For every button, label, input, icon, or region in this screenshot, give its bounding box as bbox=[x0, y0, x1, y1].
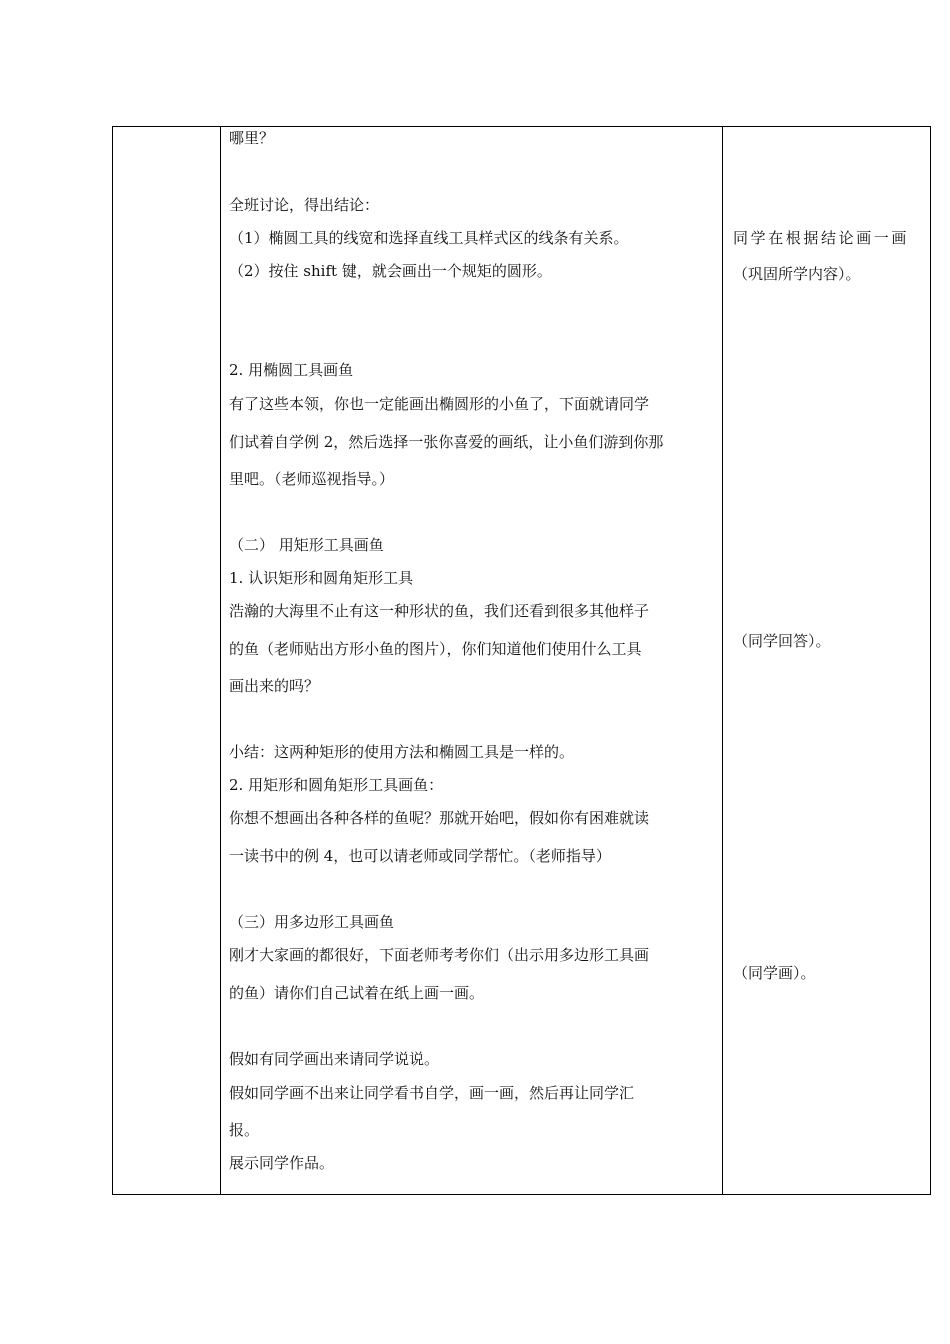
content-line: 全班讨论，得出结论： bbox=[229, 196, 380, 214]
content-line: （2）按住 shift 键，就会画出一个规矩的圆形。 bbox=[229, 262, 552, 280]
content-line: 2. 用椭圆工具画鱼 bbox=[229, 361, 354, 379]
content-line: 报。 bbox=[229, 1121, 260, 1139]
student-activity-line: （同学回答）。 bbox=[733, 632, 831, 650]
section-heading: （二） 用矩形工具画鱼 bbox=[229, 536, 384, 554]
content-line: 们试着自学例 2，然后选择一张你喜爱的画纸，让小鱼们游到你那 bbox=[229, 433, 664, 451]
content-line: 展示同学作品。 bbox=[229, 1154, 335, 1172]
content-line: 你想不想画出各种各样的鱼呢？那就开始吧，假如你有困难就读 bbox=[229, 809, 650, 827]
content-line: 里吧。（老师巡视指导。） bbox=[229, 470, 395, 488]
content-line: 一读书中的例 4，也可以请老师或同学帮忙。（老师指导） bbox=[229, 847, 611, 865]
content-line: 小结：这两种矩形的使用方法和椭圆工具是一样的。 bbox=[229, 743, 575, 761]
content-line: 假如有同学画出来请同学说说。 bbox=[229, 1050, 440, 1068]
column-divider-right bbox=[722, 127, 723, 1194]
content-line: 有了这些本领，你也一定能画出椭圆形的小鱼了，下面就请同学 bbox=[229, 395, 650, 413]
student-activity-line: 同学在根据结论画一画 bbox=[733, 229, 910, 247]
content-line: 的鱼）请你们自己试着在纸上画一画。 bbox=[229, 984, 485, 1002]
content-line: 哪里？ bbox=[229, 129, 275, 147]
content-line: 的鱼（老师贴出方形小鱼的图片），你们知道他们使用什么工具 bbox=[229, 640, 642, 658]
lesson-table bbox=[112, 126, 931, 1195]
content-line: 刚才大家画的都很好，下面老师考考你们（出示用多边形工具画 bbox=[229, 946, 650, 964]
column-divider-left bbox=[220, 127, 221, 1194]
content-line: 2. 用矩形和圆角矩形工具画鱼： bbox=[229, 776, 444, 794]
content-line: 假如同学画不出来让同学看书自学，画一画，然后再让同学汇 bbox=[229, 1084, 635, 1102]
section-heading: （三）用多边形工具画鱼 bbox=[229, 913, 395, 931]
content-line: 1. 认识矩形和圆角矩形工具 bbox=[229, 569, 414, 587]
student-activity-line: （同学画）。 bbox=[733, 964, 816, 982]
content-line: 浩瀚的大海里不止有这一种形状的鱼，我们还看到很多其他样子 bbox=[229, 602, 650, 620]
student-activity-line: （巩固所学内容）。 bbox=[733, 265, 861, 283]
content-line: （1）椭圆工具的线宽和选择直线工具样式区的线条有关系。 bbox=[229, 229, 629, 247]
content-line: 画出来的吗？ bbox=[229, 677, 320, 695]
